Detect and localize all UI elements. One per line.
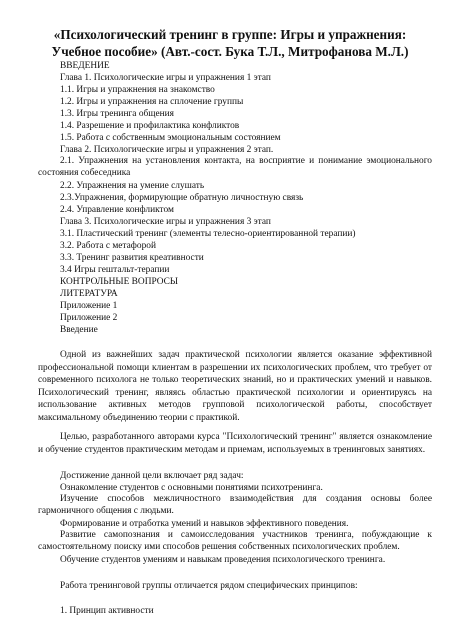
toc-item: ЛИТЕРАТУРА [60,289,118,299]
goals-intro: Достижение данной цели включает ряд задач: [60,471,244,481]
toc-item: ВВЕДЕНИЕ [60,61,110,71]
principles-intro: Работа тренинговой группы отличается рядом специфических принципов: [60,581,358,591]
document-title [40,26,420,60]
toc-item: 2.4. Управление конфликтом [60,205,174,215]
toc-item: 2.3.Упражнения, формирующие обратную личностную связь [60,193,304,203]
toc-item: Приложение 2 [60,313,118,323]
toc-item: Введение [60,325,98,335]
toc-item: Глава 2. Психологические игры и упражнения 2 этап. [60,145,274,155]
toc-item: КОНТРОЛЬНЫЕ ВОПРОСЫ [60,277,179,287]
toc-item: 3.1. Пластический тренинг (элементы телесно-ориентированной терапии) [60,229,356,239]
title-line-2: Учебное пособие» (Авт.-сост. Бука Т.Л., Митрофанова М.Л.) [51,44,409,59]
toc-item: Глава 3. Психологические игры и упражнения 3 этап [60,217,271,227]
principle-item: 1. Принцип активности [60,606,154,616]
goal-item: Обучение студентов умениям и навыкам проведения психологического тренинга. [60,555,386,565]
intro-paragraph-2: Целью, разработанного авторами курса "Психологический тренинг" является ознакомление и обучение студентов практическим методам и приемам, используемых в тренинговых занятиях. [38,432,432,455]
goal-item: Формирование и отработка умений и навыков эффективного поведения. [60,519,349,529]
toc-item: 1.5. Работа с собственным эмоциональным состоянием [60,133,281,143]
toc-item: 1.1. Игры и упражнения на знакомство [60,85,215,95]
goal-item: Развитие самопознания и самоисследования участников тренинга, побуждающие к самостоятельному поиску ими способов решения собственных психологических проблем. [38,530,432,552]
toc-item: 3.2. Работа с метафорой [60,241,156,251]
toc-item: 1.4. Разрешение и профилактика конфликтов [60,121,240,131]
title-line-1: «Психологический тренинг в группе: Игры и упражнения: [53,27,407,42]
toc-item: Глава 1. Психологические игры и упражнения 1 этап [60,73,271,83]
toc-item: 3.4 Игры гештальт-терапии [60,265,170,275]
goal-item: Изучение способов межличностного взаимодействия для создания основы более гармоничного общения с людьми. [38,494,432,516]
toc-item: 2.1. Упражнения на установления контакта, на восприятие и понимание эмоционального состояния собеседника [38,156,432,178]
intro-paragraph-1: Одной из важнейших задач практической психологии является оказание эффективной профессиональной помощи клиентам в разрешении их психологических проблем, что требует от современного психолога не только теоретических знаний, но и практических умений и навыков. Психологический тренинг, являясь областью практической психологии и ориентируясь на использование активных методов групповой психологической работы, способствует максимальному объединению теории с практикой. [38,350,432,423]
toc-item: Приложение 1 [60,301,118,311]
toc-item: 2.2. Упражнения на умение слушать [60,181,205,191]
toc-item: 1.3. Игры тренинга общения [60,109,174,119]
toc-item: 1.2. Игры и упражнения на сплочение группы [60,97,244,107]
toc-item: 3.3. Тренинг развития креативности [60,253,204,263]
goal-item: Ознакомление студентов с основными понятиями психотренинга. [60,483,323,493]
